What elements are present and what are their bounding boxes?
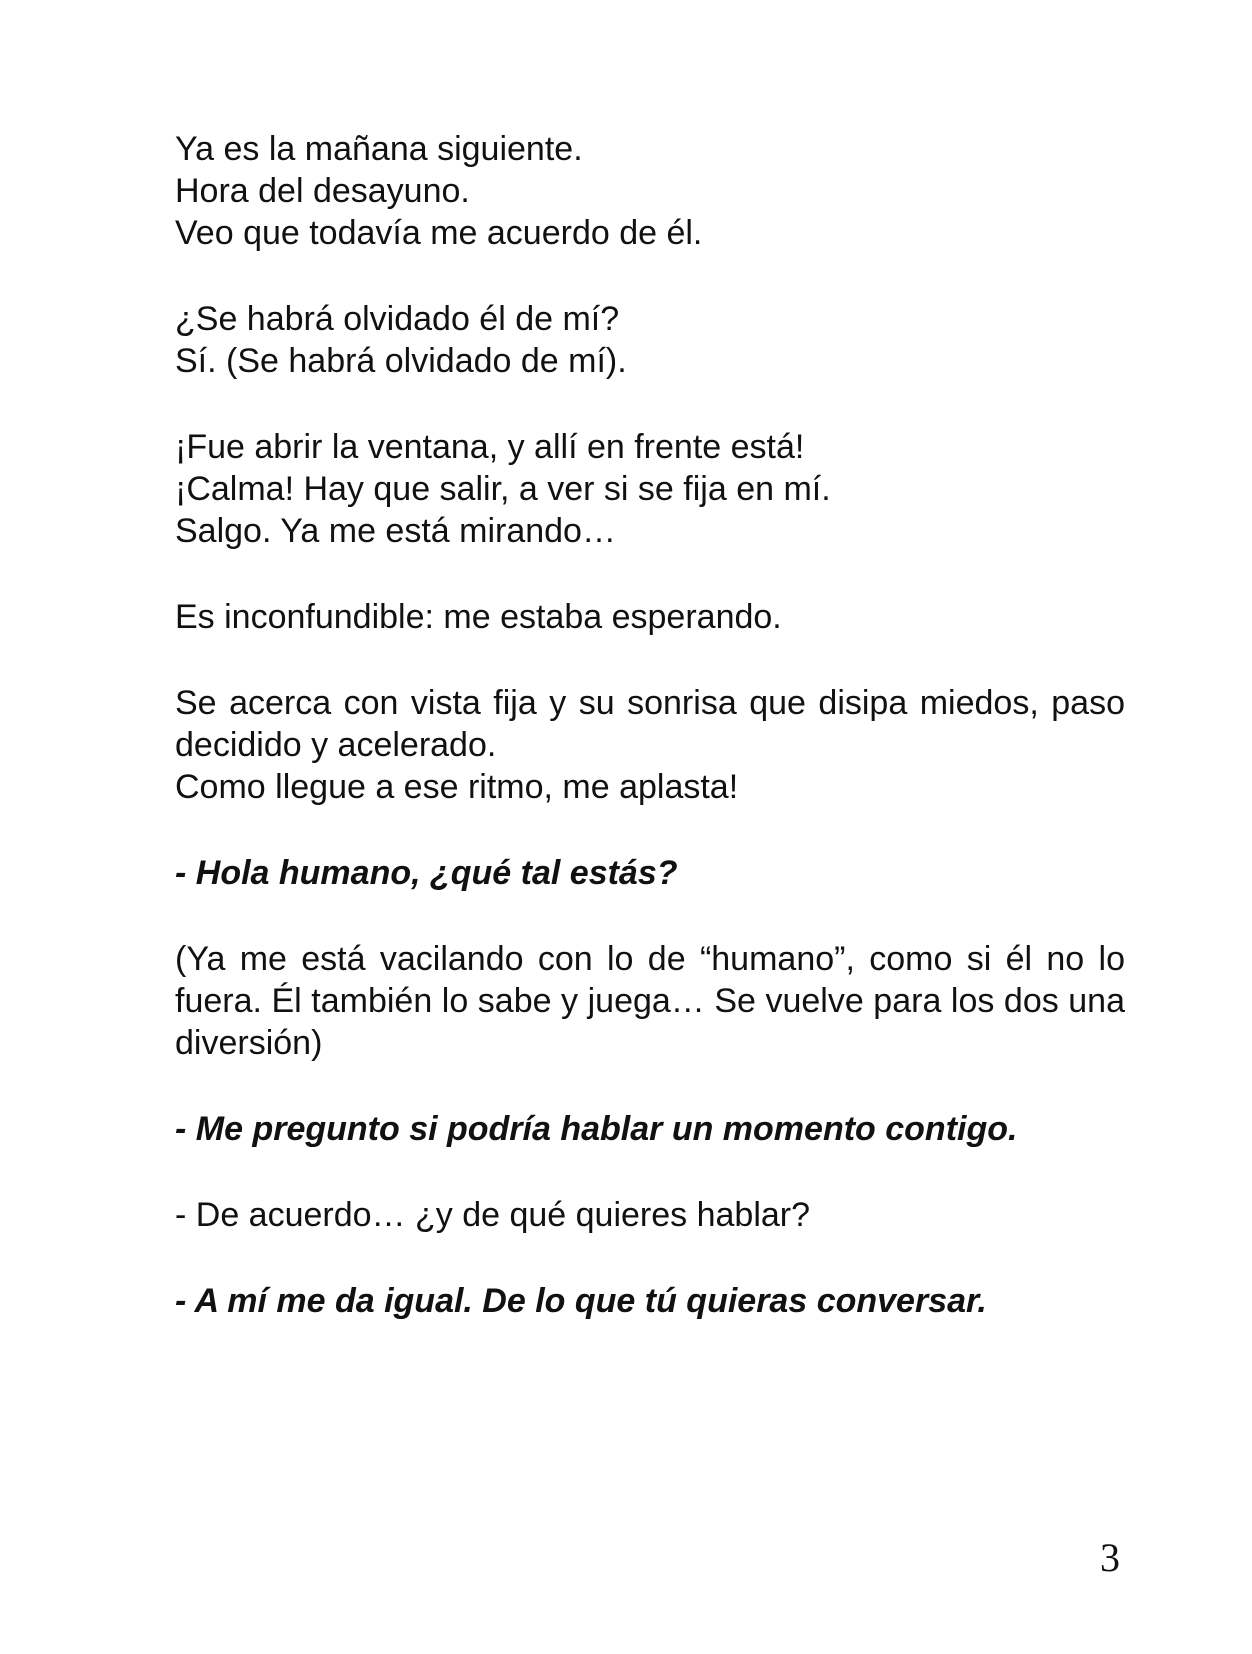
text-line: Sí. (Se habrá olvidado de mí). xyxy=(175,342,627,380)
document-page xyxy=(175,128,1125,1322)
paragraph-10-dialog xyxy=(175,1280,1125,1322)
text-line: ¡Calma! Hay que salir, a ver si se fija en mí. xyxy=(175,470,831,508)
paragraph-1 xyxy=(175,128,1125,254)
text-line: Salgo. Ya me está mirando… xyxy=(175,512,616,550)
text-line: ¿Se habrá olvidado él de mí? xyxy=(175,300,620,338)
paragraph-9 xyxy=(175,1194,1125,1236)
text-line: (Ya me está vacilando con lo de “humano”, como si él no lo fuera. Él también lo sabe y juega… Se vuelve para los dos una diversión) xyxy=(175,940,1125,1062)
page-number: 3 xyxy=(1100,1535,1120,1580)
paragraph-3 xyxy=(175,426,1125,552)
text-line: - De acuerdo… ¿y de qué quieres hablar? xyxy=(175,1196,811,1234)
dialog-line: - Me pregunto si podría hablar un momento contigo. xyxy=(175,1110,1018,1148)
text-line: Se acerca con vista fija y su sonrisa que disipa miedos, paso decidido y acelerado. xyxy=(175,684,1125,764)
text-line: Hora del desayuno. xyxy=(175,172,470,210)
text-line: Ya es la mañana siguiente. xyxy=(175,130,583,168)
text-line: Como llegue a ese ritmo, me aplasta! xyxy=(175,768,739,806)
paragraph-8-dialog xyxy=(175,1108,1125,1150)
paragraph-2 xyxy=(175,298,1125,382)
dialog-line: - Hola humano, ¿qué tal estás? xyxy=(175,854,678,892)
paragraph-7 xyxy=(175,938,1125,1064)
paragraph-6-dialog xyxy=(175,852,1125,894)
text-line: ¡Fue abrir la ventana, y allí en frente está! xyxy=(175,428,805,466)
text-line: Es inconfundible: me estaba esperando. xyxy=(175,598,782,636)
dialog-line: - A mí me da igual. De lo que tú quieras conversar. xyxy=(175,1282,987,1320)
paragraph-5 xyxy=(175,682,1125,808)
paragraph-4 xyxy=(175,596,1125,638)
text-line: Veo que todavía me acuerdo de él. xyxy=(175,214,703,252)
